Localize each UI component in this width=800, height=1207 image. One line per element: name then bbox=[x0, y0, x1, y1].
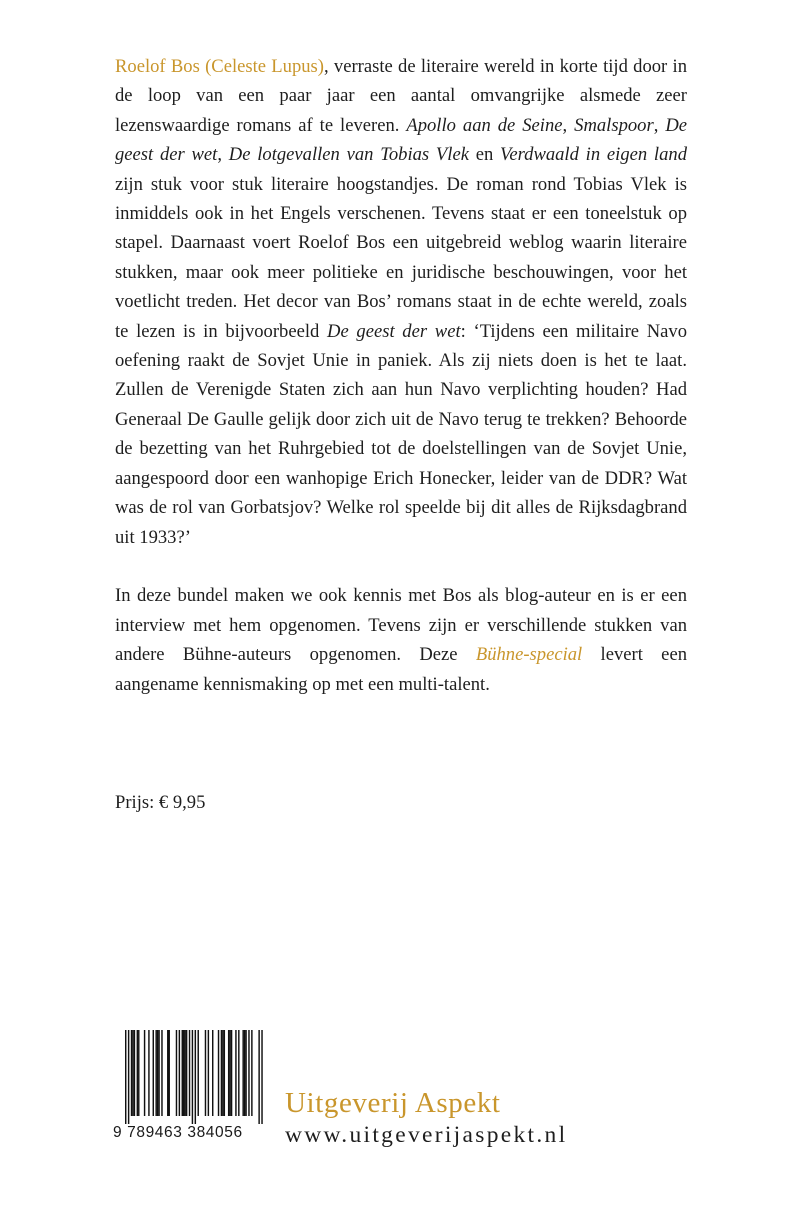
barcode-bar bbox=[242, 1030, 243, 1116]
book-title: Apollo aan de Seine bbox=[406, 114, 563, 136]
blurb-paragraph-1: Roelof Bos (Celeste Lupus), verraste de literaire wereld in korte tijd door in de loop van een paar jaar een aantal omvangrijke alsmede zeer lezenswaardige romans af te leveren. Apollo aan de Seine, Smalspoor, De geest der wet, De lotgevallen van Tobias Vlek en Verdwaald in eigen land zijn stuk voor stuk literaire hoogstandjes. De roman rond Tobias Vlek is inmiddels ook in het Engels verschenen. Tevens staat er een toneelstuk op stapel. Daarnaast voert Roelof Bos een uitgebreid weblog waarin literaire stukken, maar ook meer politieke en juridische beschouwingen, voor het voetlicht treden. Het decor van Bos’ romans staat in de echte wereld, zoals te lezen is in bijvoorbeeld De geest der wet: ‘Tijdens een militaire Navo oefening raakt de Sovjet Unie in paniek. Als zij niets doen is het te laat. Zullen de Verenigde Staten zich aan hun Navo verplichting houden? Had Generaal De Gaulle gelijk door zich uit de Navo terug te trekken? Behoorde de bezetting van het Ruhrgebied tot de doelstellingen van de Sovjet Unie, aangespoord door een wanhopige Erich Honecker, leider van de DDR? Wat was de rol van Gorbatsjov? Welke rol speelde bij dit alles de Rijksdagbrand uit 1933?’ bbox=[115, 56, 687, 548]
back-cover-blurb bbox=[115, 52, 687, 699]
isbn-digits: 9 789463 384056 bbox=[113, 1124, 243, 1141]
barcode-bar bbox=[228, 1030, 229, 1116]
blurb-quote: : ‘Tijdens een militaire Navo oefening raakt de Sovjet Unie in paniek. Als zij niets doen is het te laat. Zullen de Verenigde Staten zich aan hun Navo verplichting houden? Had Generaal De Gaulle gelijk door zich uit de Navo terug te trekken? Behoorde de bezetting van het Ruhrgebied tot de doelstellingen van de Sovjet Unie, aangespoord door een wanhopige Erich Honecker, leider van de DDR? Wat was de rol van Gorbatsjov? Welke rol speelde bij dit alles de Rijksdagbrand uit 1933?’ bbox=[115, 320, 687, 548]
barcode-bar bbox=[134, 1030, 135, 1116]
blurb-paragraph-2 bbox=[115, 581, 687, 699]
barcode-bar bbox=[224, 1030, 225, 1116]
barcode-bar bbox=[261, 1030, 262, 1124]
blurb-text: zijn stuk voor stuk literaire hoogstandjes. De roman rond Tobias Vlek is inmiddels ook in het Engels verschenen. Tevens staat er een toneelstuk op stapel. Daarnaast voert Roelof Bos een uitgebreid weblog waarin literaire stukken, maar ook meer politieke en juridische beschouwingen, voor het voetlicht treden. Het decor van Bos’ romans staat in de echte wereld, zoals te lezen is in bijvoorbeeld bbox=[115, 173, 687, 342]
book-title: De geest der wet bbox=[115, 114, 687, 166]
barcode-bar bbox=[148, 1030, 149, 1116]
barcode-bar bbox=[244, 1030, 245, 1116]
barcode-bar bbox=[144, 1030, 145, 1116]
special-title: Bühne-special bbox=[475, 644, 583, 666]
book-title: Verdwaald in eigen land bbox=[500, 144, 687, 166]
blurb-text: levert een aangename kennismaking op met een multi-talent. bbox=[115, 644, 687, 695]
barcode-bar bbox=[198, 1030, 199, 1116]
barcode-bar bbox=[155, 1030, 156, 1116]
publisher-name: Uitgeverij Aspekt bbox=[285, 1087, 501, 1119]
barcode-bar bbox=[208, 1030, 209, 1116]
barcode-bar bbox=[132, 1030, 133, 1116]
blurb-text: In deze bundel maken we ook kennis met Bos als blog-auteur en is er een interview met hem opgenomen. Tevens zijn er verschillende stukken van andere Bühne-auteurs opgenomen. Deze bbox=[115, 585, 687, 666]
barcode-bar bbox=[231, 1030, 232, 1116]
barcode-bar bbox=[138, 1030, 139, 1116]
barcode-bar bbox=[158, 1030, 159, 1116]
book-title: De geest der wet bbox=[327, 320, 461, 342]
barcode-bar bbox=[258, 1030, 259, 1124]
barcode-bar bbox=[229, 1030, 230, 1116]
barcode-bar bbox=[212, 1030, 213, 1116]
barcode-bar bbox=[182, 1030, 183, 1116]
barcode-bar bbox=[222, 1030, 223, 1116]
barcode-bar bbox=[183, 1030, 184, 1116]
barcode-bar bbox=[153, 1030, 154, 1116]
book-title: De lotgevallen van Tobias Vlek bbox=[228, 144, 469, 166]
barcode-icon bbox=[113, 1030, 263, 1124]
barcode-bar bbox=[245, 1030, 246, 1116]
barcode-bar bbox=[205, 1030, 206, 1116]
barcode-bar bbox=[186, 1030, 187, 1116]
barcode-bar bbox=[235, 1030, 236, 1116]
barcode-bar bbox=[218, 1030, 219, 1116]
barcode-bar bbox=[189, 1030, 190, 1116]
barcode-bar bbox=[195, 1030, 196, 1124]
barcode-bar bbox=[176, 1030, 177, 1116]
barcode-bar bbox=[131, 1030, 132, 1116]
barcode-bar bbox=[221, 1030, 222, 1116]
barcode-bar bbox=[251, 1030, 252, 1116]
barcode-bar bbox=[184, 1030, 185, 1116]
blurb-text: , verraste de literaire wereld in korte tijd door in de loop van een paar jaar een aantal omvangrijke alsmede zeer lezenswaardige romans af te leveren. bbox=[115, 56, 687, 136]
barcode-bar bbox=[169, 1030, 170, 1116]
price-label: Prijs: € 9,95 bbox=[115, 792, 206, 813]
barcode-bar bbox=[128, 1030, 129, 1124]
barcode-bar bbox=[192, 1030, 193, 1124]
barcode-bar bbox=[248, 1030, 249, 1116]
barcode-bar bbox=[161, 1030, 162, 1116]
author-name: Roelof Bos (Celeste Lupus) bbox=[115, 56, 324, 77]
isbn-barcode bbox=[113, 1030, 263, 1148]
barcode-bar bbox=[137, 1030, 138, 1116]
barcode-bar bbox=[125, 1030, 126, 1124]
barcode-bar bbox=[157, 1030, 158, 1116]
book-title: Smalspoor bbox=[574, 114, 654, 136]
barcode-bar bbox=[167, 1030, 168, 1116]
barcode-bar bbox=[238, 1030, 239, 1116]
publisher-website: www.uitgeverijaspekt.nl bbox=[285, 1122, 568, 1148]
barcode-bar bbox=[179, 1030, 180, 1116]
